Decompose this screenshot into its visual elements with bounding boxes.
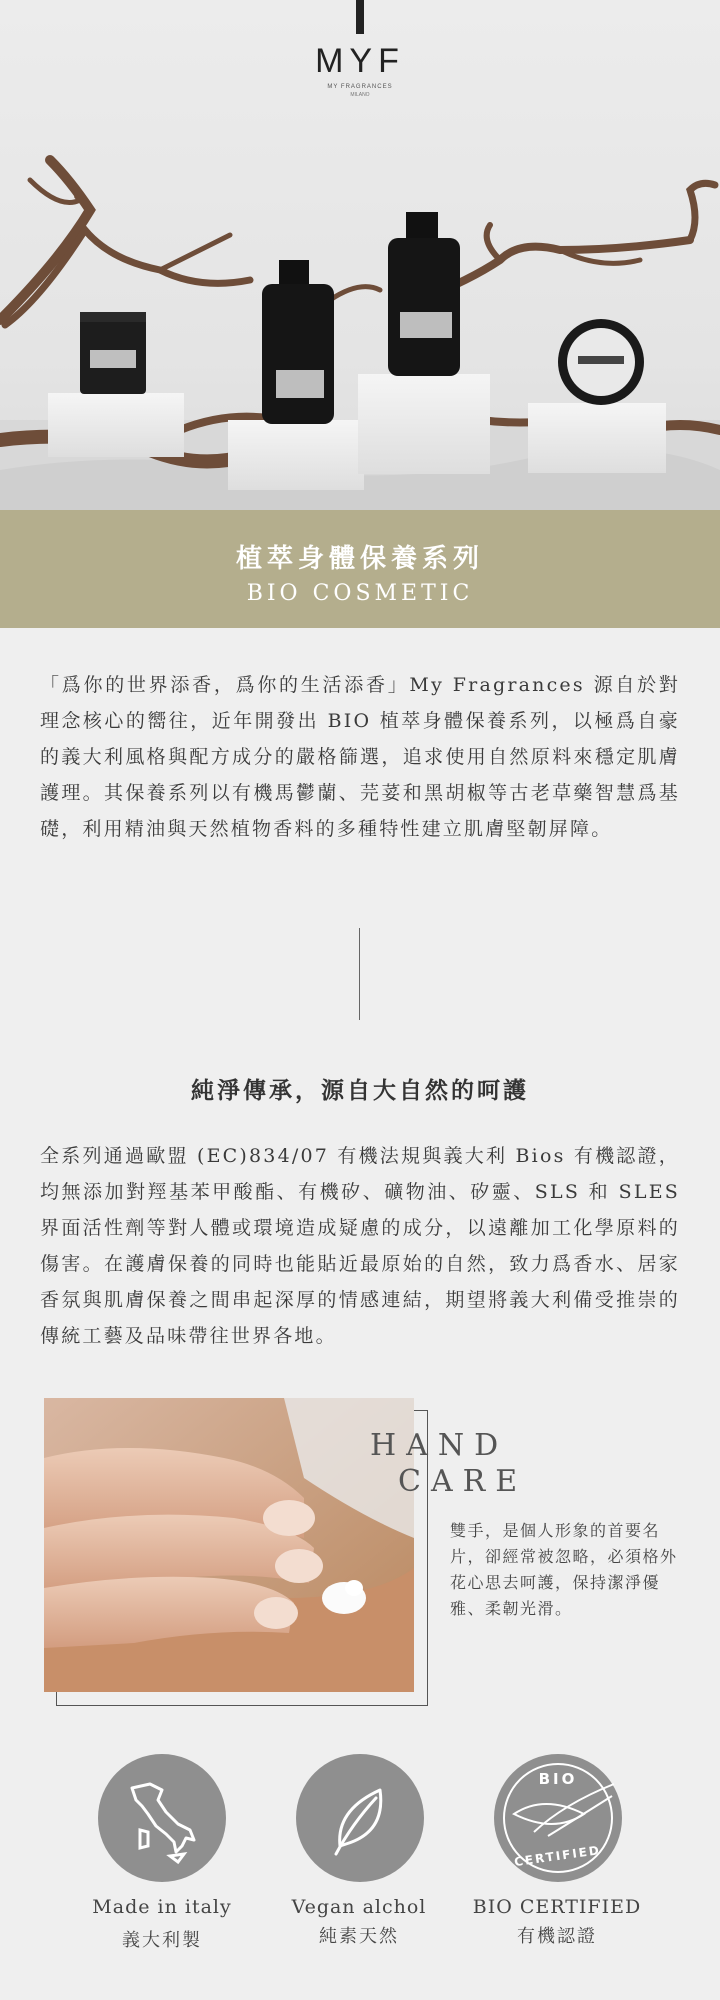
brand-logo-subtitle: MY FRAGRANCES <box>327 84 393 90</box>
series-title-en: BIO COSMETIC <box>246 581 474 606</box>
brand-logo: MYF <box>315 42 405 80</box>
series-title-zh: 植萃身體保養系列 <box>235 544 484 574</box>
leaf-icon <box>296 1754 424 1882</box>
vertical-divider <box>359 928 360 1020</box>
badge-label-en-italy: Made in italy <box>92 1896 232 1918</box>
hand-care-title-line2: CARE <box>398 1464 528 1499</box>
bio-certified-badge <box>494 1754 622 1882</box>
badge-label-zh-bio: 有機認證 <box>517 1926 597 1947</box>
badge-label-en-bio: BIO CERTIFIED <box>472 1896 642 1918</box>
badge-label-zh-vegan: 純素天然 <box>319 1926 399 1947</box>
certification-paragraph: 全系列通過歐盟 (EC)834/07 有機法規與義大利 Bios 有機認證，均無添加對羥基苯甲酸酯、有機矽、礦物油、矽靈、SLS 和 SLES 界面活性劑等對人體或環境造成疑慮的成分，以遠離加工化學原料的傷害。在護膚保養的同時也能貼近最原始的自然，致力爲香水、居家香氛與肌膚保養之間串起深厚的情感連結，期望將義大利備受推崇的傳統工藝及品味帶往世界各地。 <box>40 1145 680 1347</box>
made-in-italy-badge <box>98 1754 226 1882</box>
hand-care-title-line1: HAND <box>370 1428 509 1463</box>
hero-banner-image <box>0 0 720 510</box>
top-accent-bar <box>356 0 364 34</box>
italy-map-icon <box>98 1754 226 1882</box>
stamp-bottom-text: CERTIFIED <box>513 1843 602 1870</box>
brand-logo-city: MILANO <box>350 92 370 98</box>
vegan-badge <box>296 1754 424 1882</box>
series-title-banner <box>0 510 720 628</box>
intro-paragraph: 「爲你的世界添香，爲你的生活添香」My Fragrances 源自於對理念核心的嚮往，近年開發出 BIO 植萃身體保養系列，以極爲自豪的義大利風格與配方成分的嚴格篩選，追求使用自然原料來穩定肌膚護理。其保養系列以有機馬鬱蘭、芫荽和黑胡椒等古老草藥智慧爲基礎，利用精油與天然植物香料的多種特性建立肌膚堅韌屏障。 <box>40 674 680 840</box>
stamp-top-text: BIO <box>538 1770 578 1788</box>
badge-label-zh-italy: 義大利製 <box>122 1930 202 1951</box>
section-heading: 純淨傳承，源自大自然的呵護 <box>191 1077 529 1104</box>
hand-cream-photo <box>44 1398 414 1692</box>
badge-label-en-vegan: Vegan alchol <box>291 1896 427 1918</box>
hand-care-description: 雙手，是個人形象的首要名片，卻經常被忽略，必須格外花心思去呵護，保持潔淨優雅、柔韌光滑。 <box>450 1521 678 1618</box>
bio-certified-icon <box>494 1754 622 1882</box>
